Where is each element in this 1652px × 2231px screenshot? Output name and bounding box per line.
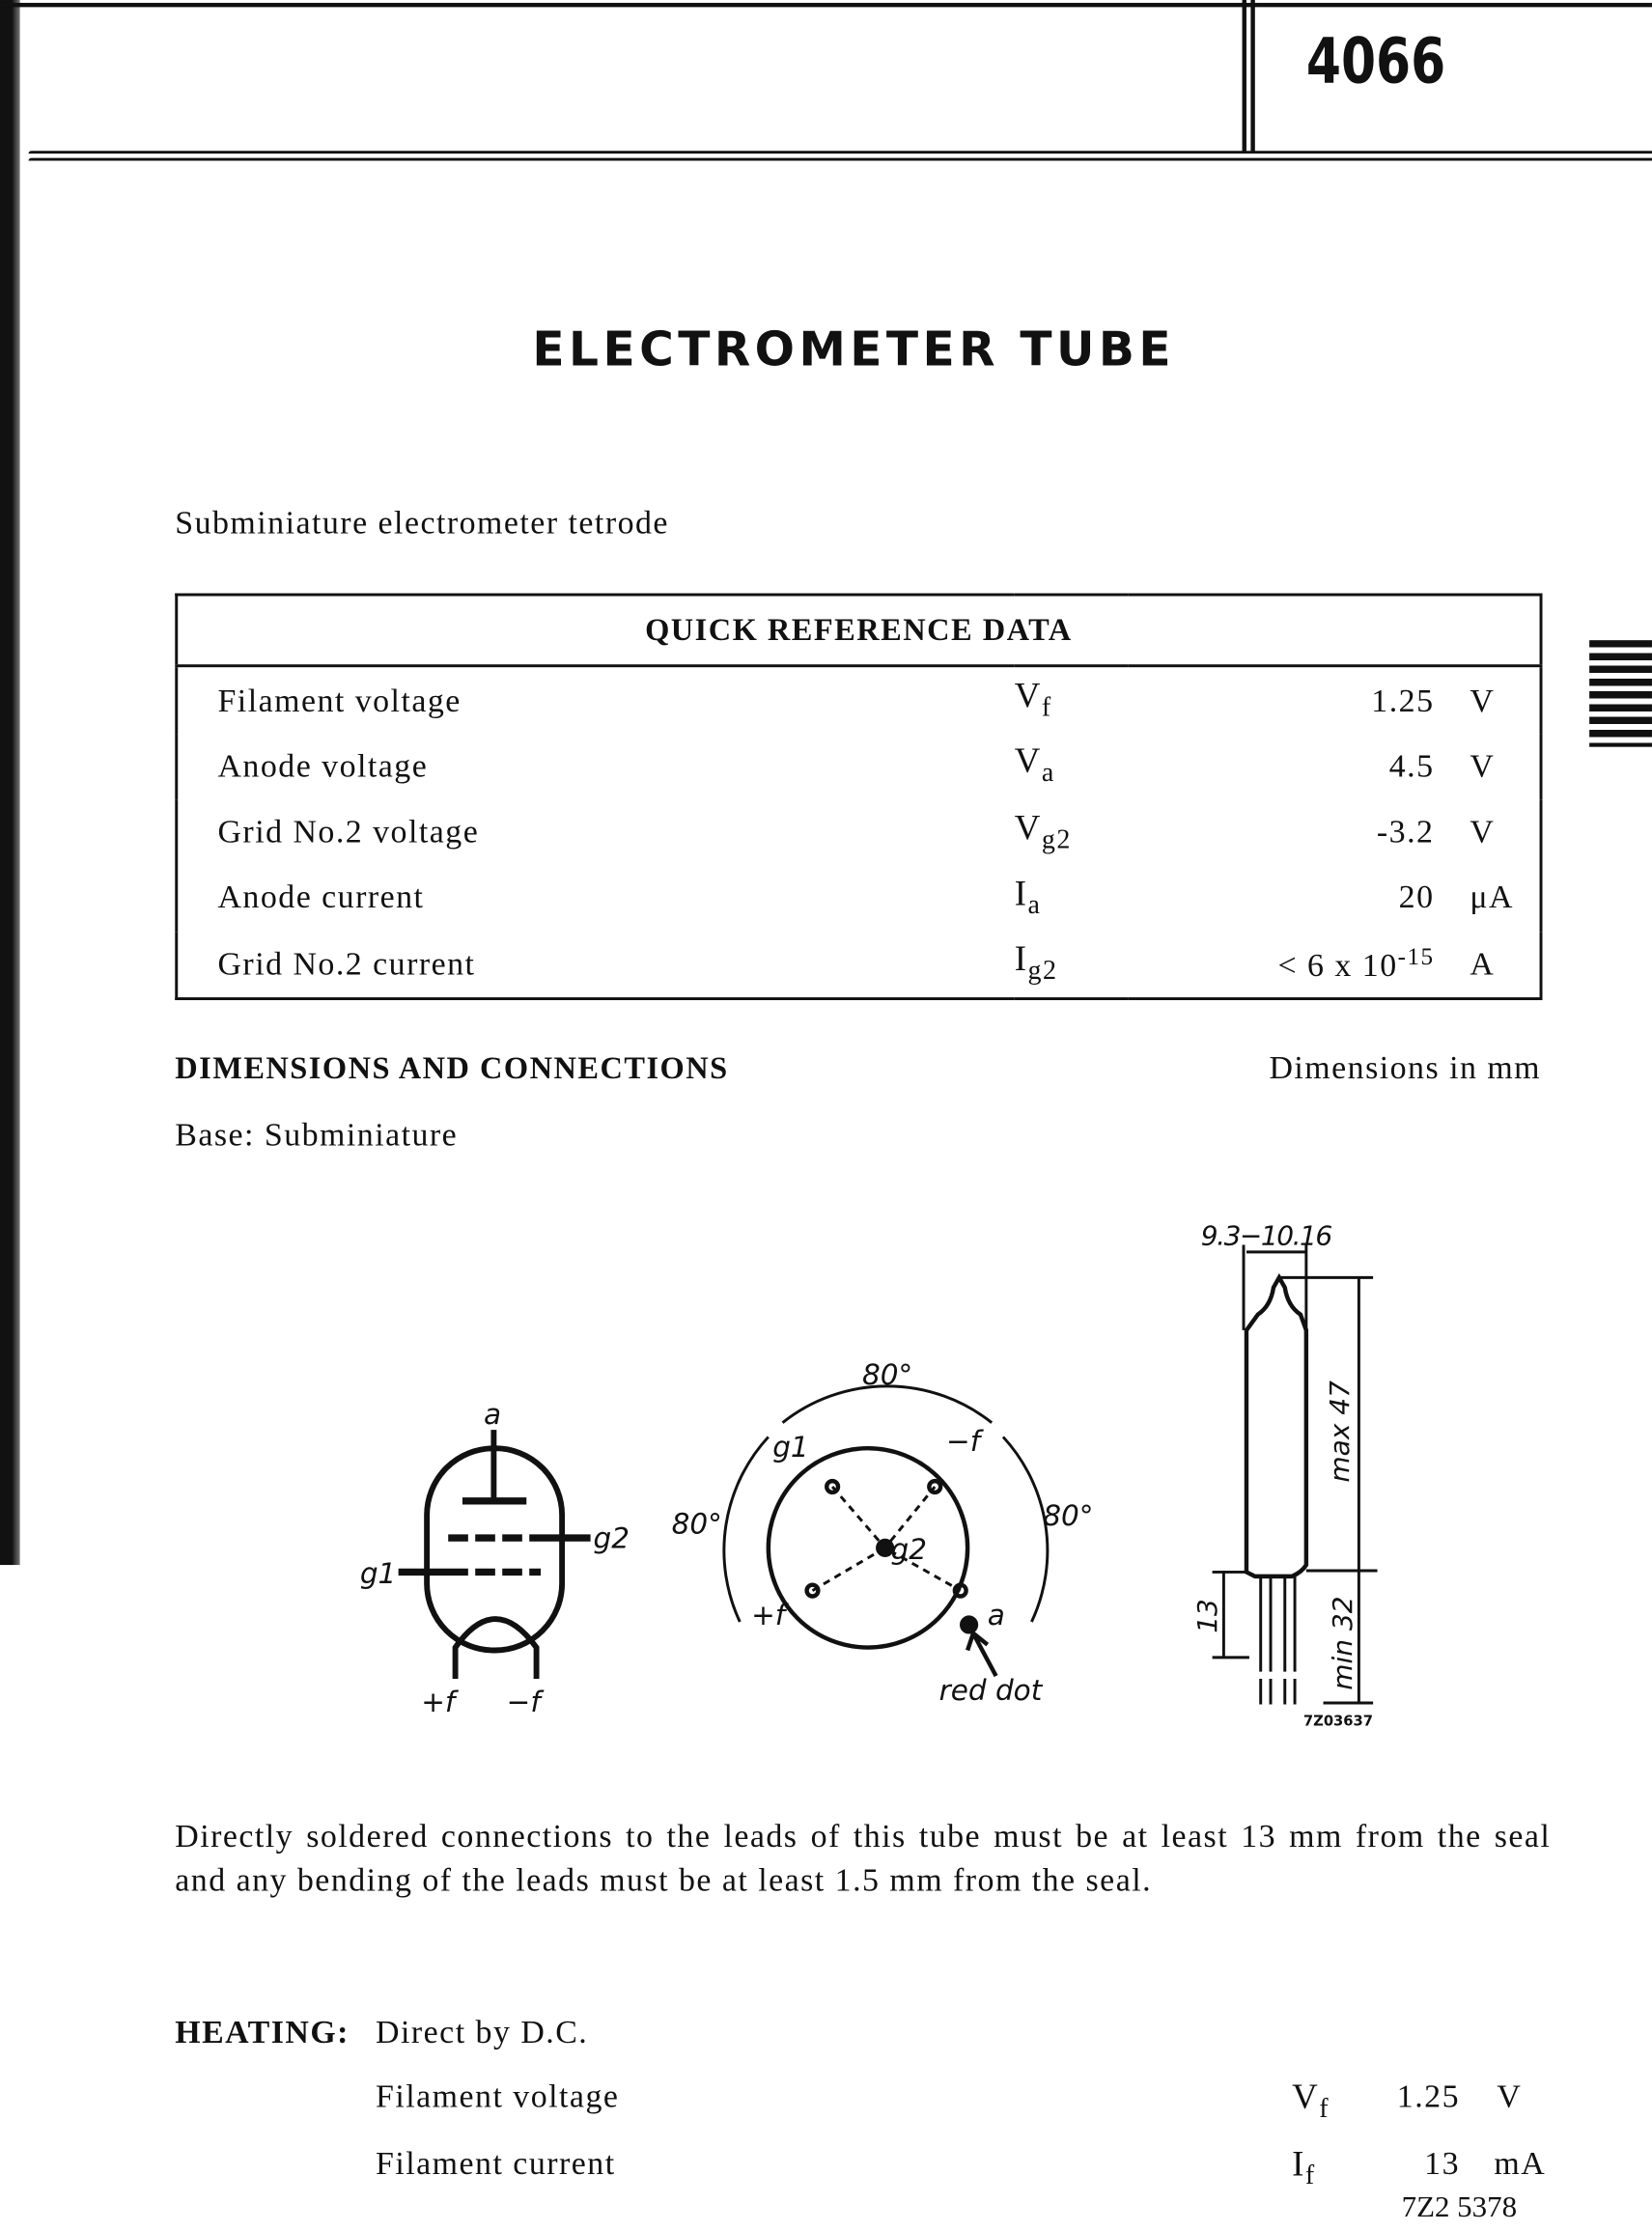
tube-symbol <box>399 1430 591 1679</box>
heating-row-unit: V <box>1497 2078 1523 2114</box>
svg-text:min 32: min 32 <box>1327 1596 1359 1690</box>
label-g1: g1 <box>359 1557 397 1591</box>
type-number: 4066 <box>1305 25 1446 98</box>
units-note: Dimensions in mm <box>1269 1049 1542 1086</box>
svg-text:g1: g1 <box>772 1431 809 1464</box>
base-diagram <box>724 1386 1048 1676</box>
heating-row-unit: mA <box>1494 2145 1547 2182</box>
note-paragraph: Directly soldered connections to the leads of this tube must be at least 13 mm from the seal and any bending of the leads must be at least 1.5 mm from the seal. <box>175 1818 1552 1898</box>
svg-text:max 47: max 47 <box>1324 1380 1357 1483</box>
label-minus-f: −f <box>506 1685 541 1718</box>
section-heading: DIMENSIONS AND CONNECTIONS <box>175 1049 729 1086</box>
subtitle: Subminiature electrometer tetrode <box>175 505 669 542</box>
svg-text:g2: g2 <box>890 1533 928 1567</box>
svg-text:80°: 80° <box>671 1507 722 1541</box>
svg-text:9.3−10.16: 9.3−10.16 <box>1200 1219 1331 1252</box>
heating-row-value: 13 <box>1424 2145 1461 2182</box>
label-g2: g2 <box>593 1521 630 1555</box>
page-title: ELECTROMETER TUBE <box>532 321 1175 377</box>
heating-row-label: Filament voltage <box>376 2078 620 2114</box>
heating-row-label: Filament current <box>376 2145 616 2182</box>
table-heading: QUICK REFERENCE DATA <box>177 595 1541 666</box>
label-a: a <box>484 1398 502 1432</box>
base-type: Base: Subminiature <box>175 1116 459 1153</box>
drawing-code: 7Z2 5378 <box>1401 2189 1518 2224</box>
svg-text:80°: 80° <box>1043 1498 1094 1532</box>
label-plus-f: +f <box>421 1685 456 1718</box>
svg-text:a: a <box>987 1598 1005 1631</box>
table-row: Anode current $I_a$ 20 μA <box>217 875 1514 921</box>
heating-row-symbol: $V_f$ <box>1292 2078 1330 2125</box>
svg-text:−f: −f <box>946 1425 981 1459</box>
heating-label: HEATING: <box>175 2014 350 2050</box>
svg-text:+f: +f <box>751 1598 786 1631</box>
table-row: Grid No.2 voltage $V_{g2}$ -3.2 V <box>217 809 1496 855</box>
heating-text: Direct by D.C. <box>376 2014 589 2050</box>
svg-text:13: 13 <box>1191 1599 1224 1633</box>
table-row: Anode voltage $V_a$ 4.5 V <box>217 742 1496 789</box>
table-row: Filament voltage $V_f$ 1.25 V <box>217 677 1496 723</box>
svg-text:80°: 80° <box>862 1357 913 1391</box>
heating-row-value: 1.25 <box>1396 2078 1461 2114</box>
heating-row-symbol: $I_f$ <box>1292 2145 1316 2191</box>
svg-text:red dot: red dot <box>938 1674 1043 1708</box>
svg-text:7Z03637: 7Z03637 <box>1302 1713 1374 1730</box>
table-row: Grid No.2 current $I_{g2}$ < 6 x $10^{-15}$ A <box>217 940 1496 987</box>
